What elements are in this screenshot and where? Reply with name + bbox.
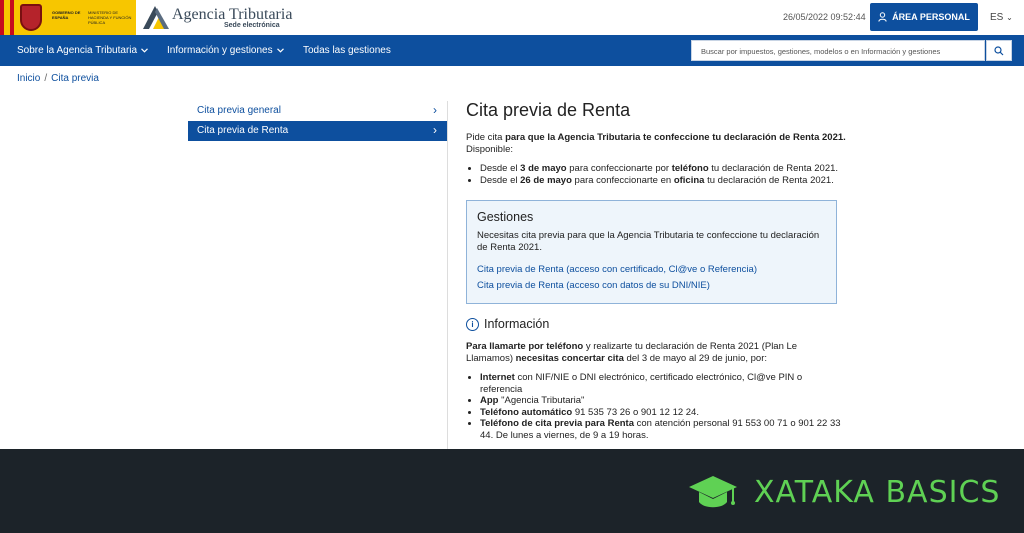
main-content [466,100,846,441]
info-title: Información [484,317,550,331]
area-personal-button[interactable] [870,3,978,31]
sidebar-item-cita-renta[interactable] [188,121,447,141]
disponible-label: Disponible: [466,143,513,155]
sidebar-item-cita-general[interactable] [188,101,447,121]
graduation-cap-icon [688,474,738,512]
list-item: • Desde el 3 de mayo para confeccionarte por teléfono tu declaración de Renta 2021. [480,163,846,175]
agency-logo-icon[interactable] [141,4,171,30]
breadcrumb-inicio[interactable]: Inicio [17,73,41,84]
flag-icon [0,0,14,35]
list-item: • App "Agencia Tributaria" [480,395,846,407]
sidebar-item-label: Cita previa general [197,105,281,116]
chevron-down-icon [141,45,148,56]
area-personal-label: ÁREA PERSONAL [892,12,970,22]
nav-sobre-agencia[interactable] [17,45,148,56]
list-item: • Internet con NIF/NIE o DNI electrónico, certificado electrónico, Cl@ve PIN o referencia [480,372,846,395]
top-header [0,0,1024,35]
search-button[interactable] [986,40,1012,61]
info-paragraph: Para llamarte por teléfono y realizarte tu declaración de Renta 2021 (Plan Le Llamamos) necesitas concertar cita del 3 de mayo al 29 de junio, por: [466,341,798,364]
language-label: ES [990,12,1004,23]
agency-name[interactable]: Agencia Tributaria [172,6,293,23]
gestiones-box [466,200,837,304]
chevron-down-icon: ⌄ [1006,13,1013,22]
datetime: 26/05/2022 09:52:44 [783,12,866,22]
nav-label: Sobre la Agencia Tributaria [17,45,138,56]
availability-list [480,163,846,186]
search-input[interactable]: Buscar por impuestos, gestiones, modelos o en Información y gestiones [691,40,985,61]
nav-label: Información y gestiones [167,45,273,56]
search-icon [994,46,1004,56]
watermark-text: XATAKA BASICS [754,475,1001,510]
government-logo[interactable] [0,0,136,35]
content-divider [447,101,448,449]
gov-line2: MINISTERIO DE HACIENDA Y FUNCIÓN PÚBLICA [88,10,132,25]
list-item: • Teléfono automático 91 535 73 26 o 901 12 12 24. [480,407,846,419]
gestiones-text: Necesitas cita previa para que la Agencia Tributaria te confeccione tu declaración de Renta 2021. [477,230,820,253]
info-icon: i [466,318,479,331]
nav-label: Todas las gestiones [303,45,391,56]
breadcrumb-separator: / [44,73,48,84]
intro-paragraph [466,132,846,144]
language-selector[interactable] [990,12,1013,23]
gov-line1: GOBIERNO DE ESPAÑA [52,10,81,20]
page-title: Cita previa de Renta [466,100,631,120]
link-cita-dni[interactable]: Cita previa de Renta (acceso con datos de su DNI/NIE) [477,280,710,291]
breadcrumb-cita-previa[interactable]: Cita previa [51,73,99,84]
intro-bold: para que la Agencia Tributaria te confeccione tu declaración de Renta 2021. [505,132,846,143]
info-list [480,372,846,441]
main-nav [0,35,1024,66]
breadcrumb [17,73,99,84]
list-item: • Desde el 26 de mayo para confeccionarte en oficina tu declaración de Renta 2021. [480,175,846,187]
agency-subtitle: Sede electrónica [224,22,280,29]
gestiones-title: Gestiones [477,210,534,224]
chevron-down-icon [277,45,284,56]
sidebar [188,101,447,141]
list-item: • Teléfono de cita previa para Renta con atención personal 91 553 00 71 o 901 22 33 44. De lunes a viernes, de 9 a 19 horas. [480,418,846,441]
chevron-right-icon: › [433,103,437,117]
intro-text: Pide cita [466,132,506,143]
link-cita-certificado[interactable]: Cita previa de Renta (acceso con certificado, Cl@ve o Referencia) [477,264,757,275]
nav-informacion-gestiones[interactable] [167,45,284,56]
chevron-right-icon: › [433,123,437,137]
nav-todas-gestiones[interactable] [303,45,391,56]
info-heading [466,317,846,331]
sidebar-item-label: Cita previa de Renta [197,125,289,136]
coat-of-arms-icon [20,4,42,31]
user-icon [878,12,887,22]
